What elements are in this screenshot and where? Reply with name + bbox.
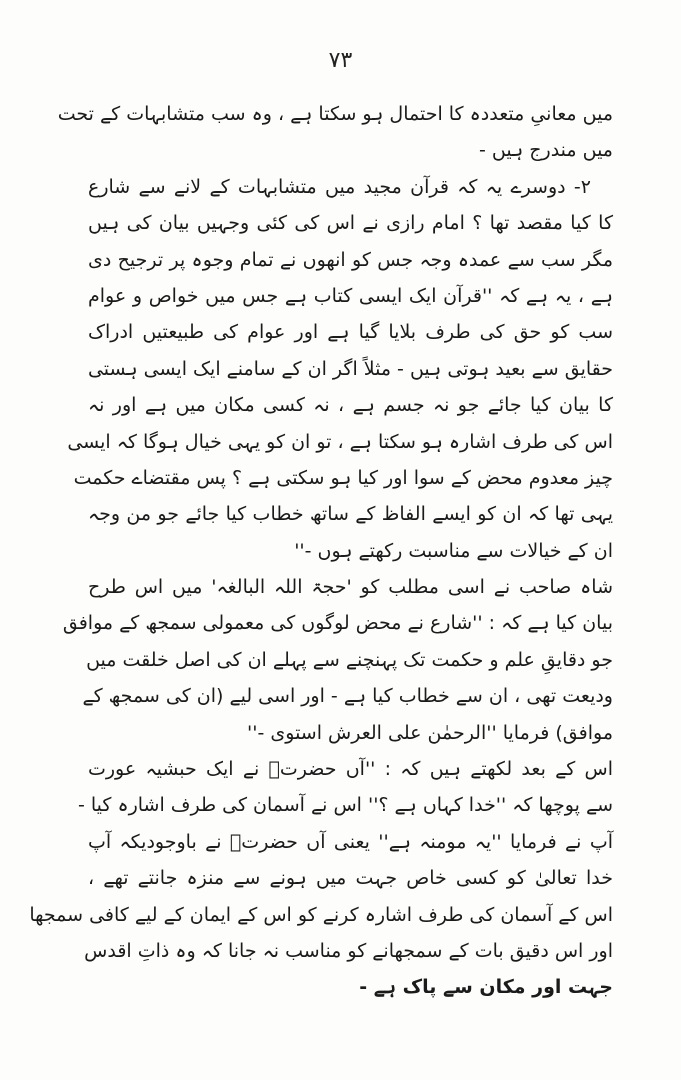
text-line: اس کے بعد لکھتے ہیں کہ : ''آں حضرتؐ نے ایک حبشیہ عورت: [88, 758, 613, 781]
text-line: ان کے خیالات سے مناسبت رکھتے ہوں -'': [294, 539, 613, 562]
page-number: ۷۳: [328, 48, 353, 73]
text-line: سب کو حق کی طرف بلایا گیا ہے اور عوام کی طبیعتیں ادراک: [88, 321, 613, 344]
text-line: مگر سب سے عمدہ وجہ جس کو انھوں نے تمام وجوہ پر ترجیح دی: [88, 248, 613, 271]
text-line: ودیعت تھی ، ان سے خطاب کیا ہے - اور اسی لیے (ان کی سمجھ کے: [82, 685, 613, 708]
text-line: خدا تعالیٰ کو کسی خاص جہت میں ہونے سے منزہ جانتے تھے ،: [88, 867, 613, 890]
text-line: شاہ صاحب نے اسی مطلب کو 'حجۃ اللہ البالغہ' میں اس طرح: [88, 576, 613, 599]
text-line: میں مندرج ہیں -: [478, 139, 613, 162]
body-text: [29, 96, 613, 1006]
text-line: اور اس دقیق بات کے سمجھانے کو مناسب نہ جانا کہ وہ ذاتِ اقدس: [84, 939, 613, 962]
text-line: اس کے آسمان کی طرف اشارہ کرنے کو اس کے ایمان کے لیے کافی سمجھا: [29, 903, 613, 926]
text-line: کا بیان کیا جائے جو نہ جسم ہے ، نہ کسی مکان میں ہے اور نہ: [88, 394, 613, 417]
text-line: کا کیا مقصد تھا ؟ امام رازی نے اس کی کئی وجہیں بیان کی ہیں: [88, 212, 613, 235]
text-line: ۲- دوسرے یہ کہ قرآن مجید میں متشابہات کے لانے سے شارع: [88, 175, 591, 198]
text-line: موافق) فرمایا ''الرحمٰن علی العرش استوی -'': [247, 721, 613, 744]
text-line: حقایق سے بعید ہوتی ہیں - مثلاً اگر ان کے سامنے ایک ایسی ہستی: [87, 357, 613, 380]
text-line: سے پوچھا کہ ''خدا کہاں ہے ؟'' اس نے آسمان کی طرف اشارہ کیا -: [77, 794, 613, 817]
text-line: آپ نے فرمایا ''یہ مومنہ ہے'' یعنی آں حضرتؐ نے باوجودیکہ آپ: [88, 830, 613, 853]
text-line: اس کی طرف اشارہ ہو سکتا ہے ، تو ان کو یہی خیال ہوگا کہ ایسی: [67, 430, 613, 453]
text-line: جہت اور مکان سے پاک ہے -: [359, 976, 613, 999]
text-line: یہی تھا کہ ان کو ایسے الفاظ کے ساتھ خطاب کیا جائے جو من وجہ: [88, 503, 613, 526]
text-line: ہے ، یہ ہے کہ ''قرآن ایک ایسی کتاب ہے جس میں خواص و عوام: [88, 284, 613, 307]
text-line: جو دقایقِ علم و حکمت تک پہنچنے سے پہلے ان کی اصل خلقت میں: [86, 648, 613, 671]
text-line: بیان کیا ہے کہ : ''شارع نے محض لوگوں کی معمولی سمجھ کے موافق: [62, 612, 613, 635]
text-line: چیز معدوم محض کے سوا اور کیا ہو سکتی ہے ؟ پس مقتضاے حکمت: [73, 466, 613, 489]
text-line: میں معانیِ متعددہ کا احتمال ہو سکتا ہے ، وہ سب متشابہات کے تحت: [57, 103, 613, 125]
